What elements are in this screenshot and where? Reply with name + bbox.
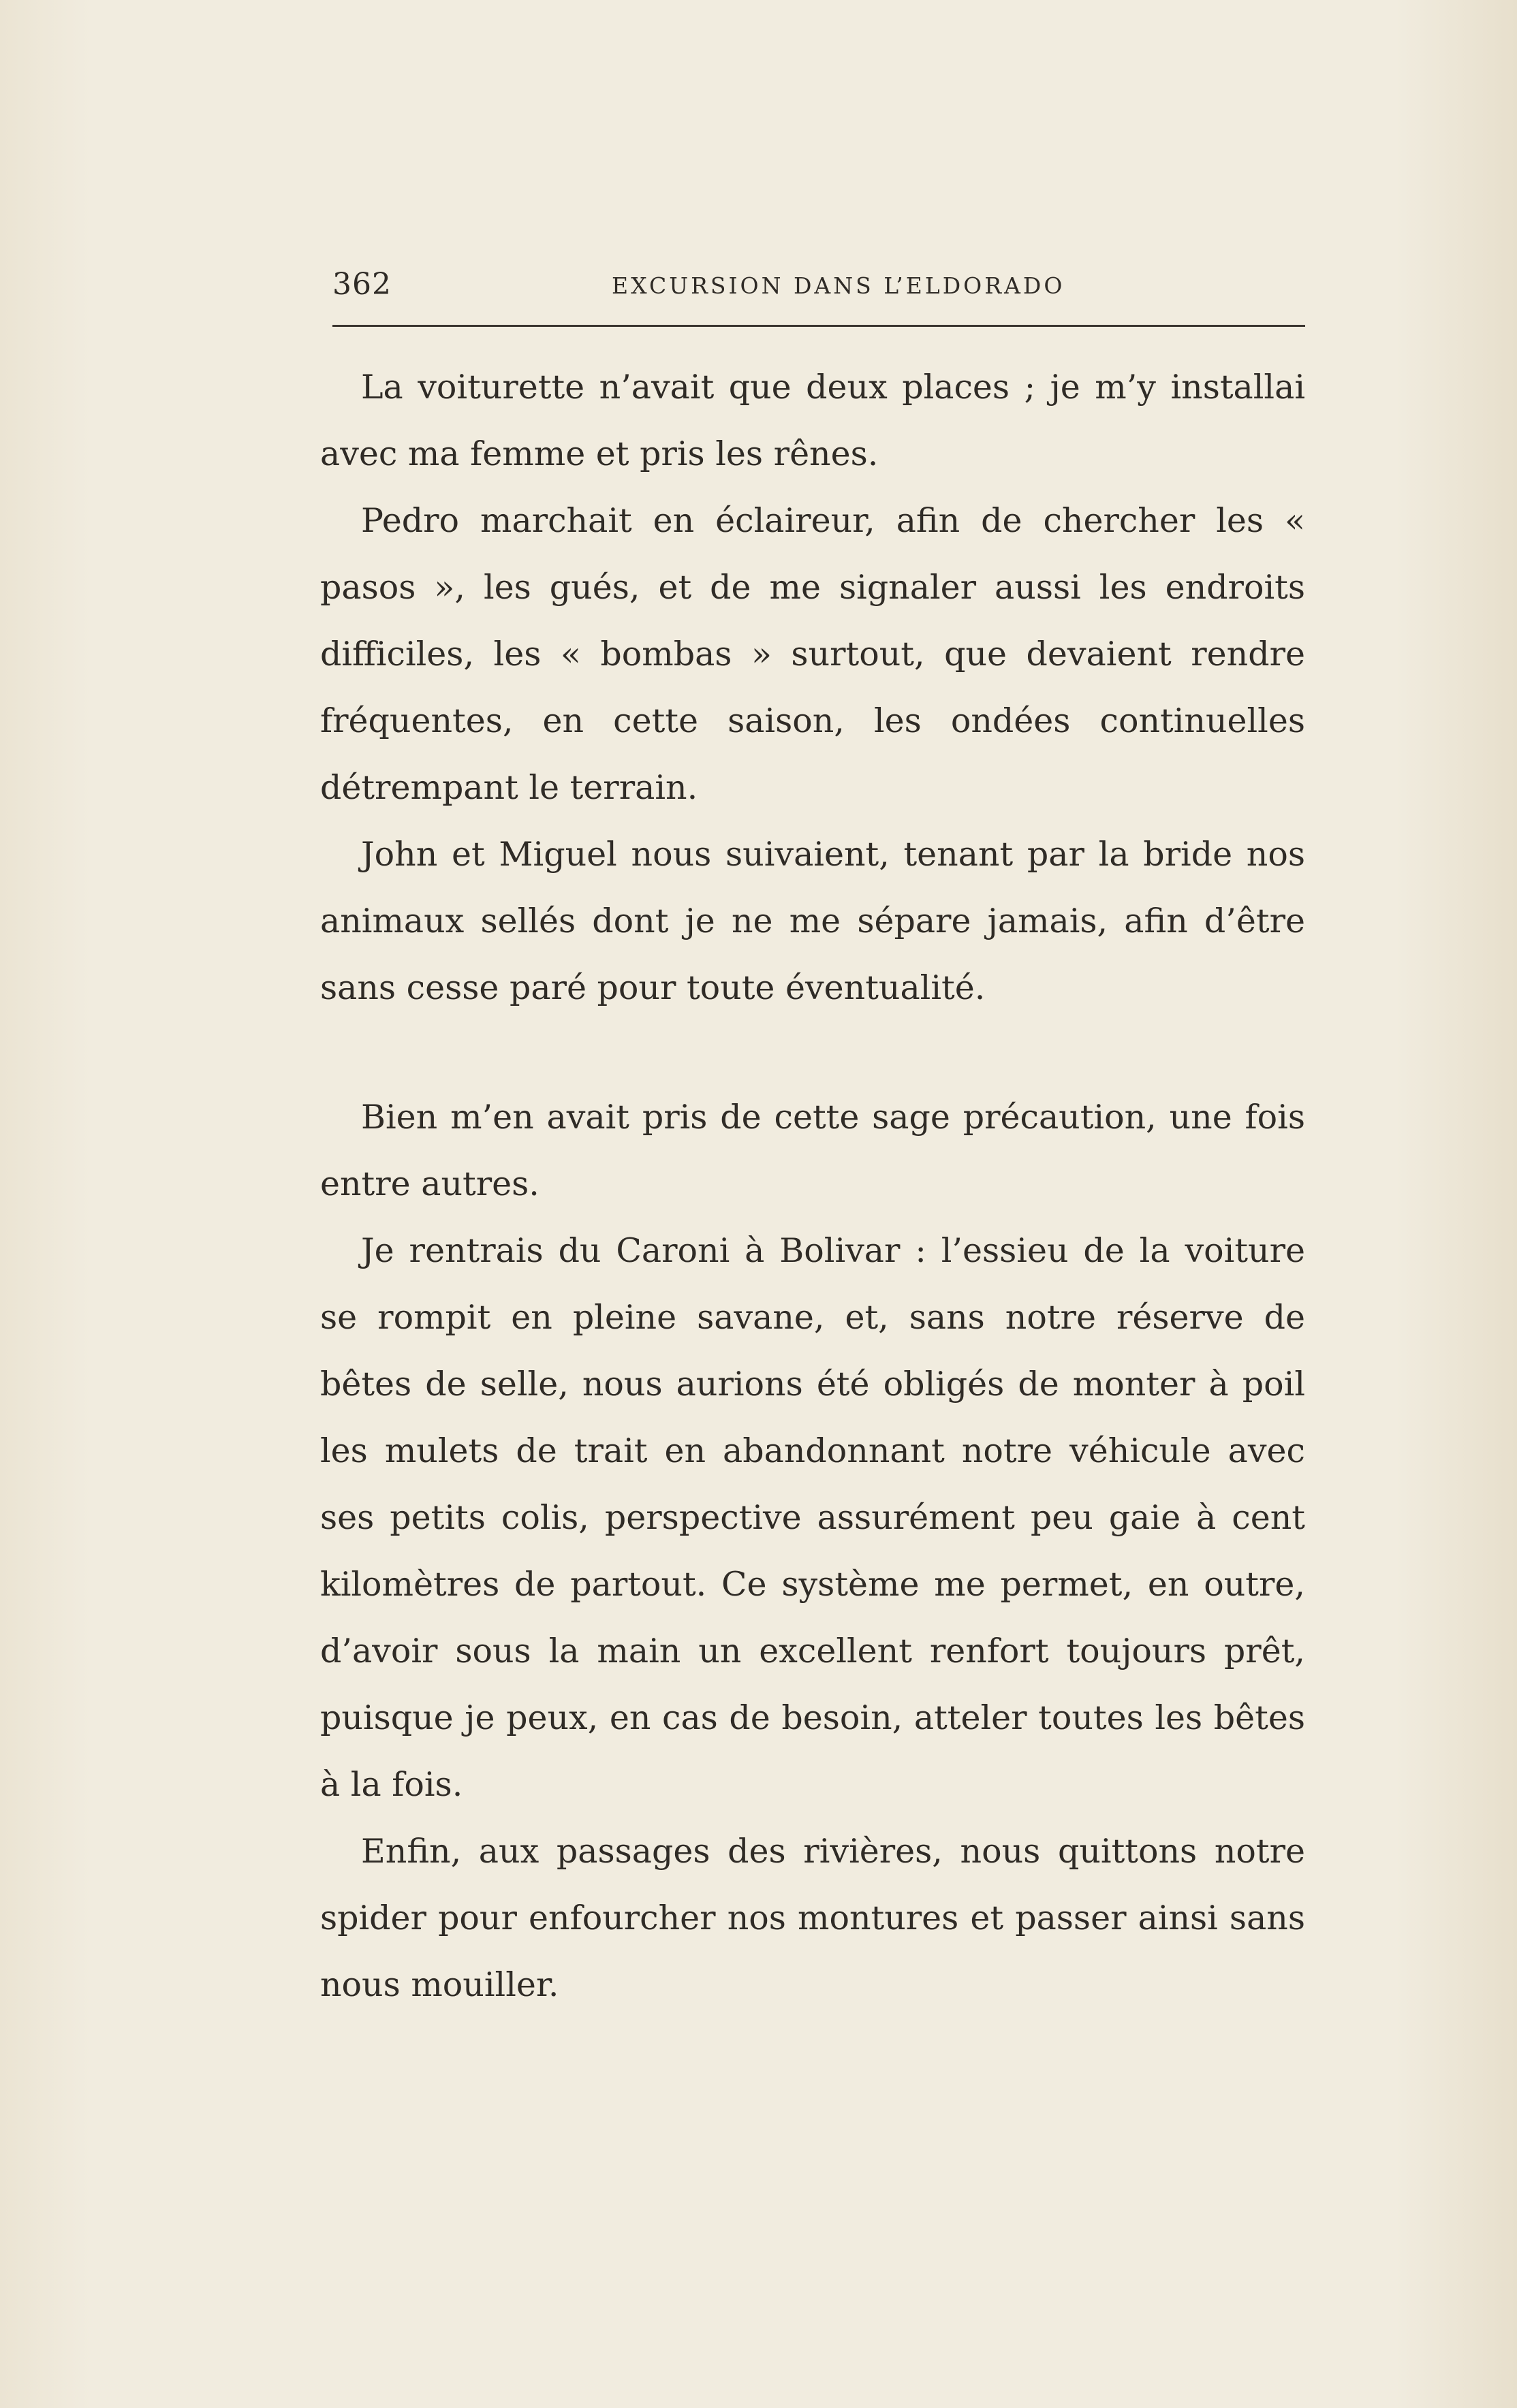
paragraph: Pedro marchait en éclaireur, afin de chercher les « pasos », les gués, et de me signaler aussi les endroits difficiles, les « bombas » surtout, que devaient rendre fréquentes, en cette saison, les ondées continuelles détrempant le terrain. — [320, 501, 1305, 807]
paragraph: Je rentrais du Caroni à Bolivar : l’essieu de la voiture se rompit en pleine savane, et, sans notre réserve de bêtes de selle, nous aurions été obligés de monter à poil les mulets de trait en abandonnant notre véhicule avec ses petits colis, perspective assurément peu gaie à cent kilomètres de partout. Ce système me permet, en outre, d’avoir sous la main un excellent renfort toujours prêt, puisque je peux, en cas de besoin, atteler toutes les bêtes à la fois. — [320, 1231, 1305, 1804]
body-text — [320, 354, 1305, 2018]
paragraph: La voiturette n’avait que deux places ; je m’y installai avec ma femme et pris les rênes. — [320, 368, 1305, 473]
paragraph: Enfin, aux passages des rivières, nous quittons notre spider pour enfourcher nos montures et passer ainsi sans nous mouiller. — [320, 1832, 1305, 2004]
page-header — [332, 267, 1305, 315]
paragraph: Bien m’en avait pris de cette sage précaution, une fois entre autres. — [320, 1098, 1305, 1203]
running-title: EXCURSION DANS L’ELDORADO — [612, 272, 1065, 299]
header-rule — [332, 325, 1305, 327]
paragraph: John et Miguel nous suivaient, tenant par la bride nos animaux sellés dont je ne me sépare jamais, afin d’être sans cesse paré pour toute éventualité. — [320, 835, 1305, 1007]
page-number: 362 — [332, 267, 392, 302]
